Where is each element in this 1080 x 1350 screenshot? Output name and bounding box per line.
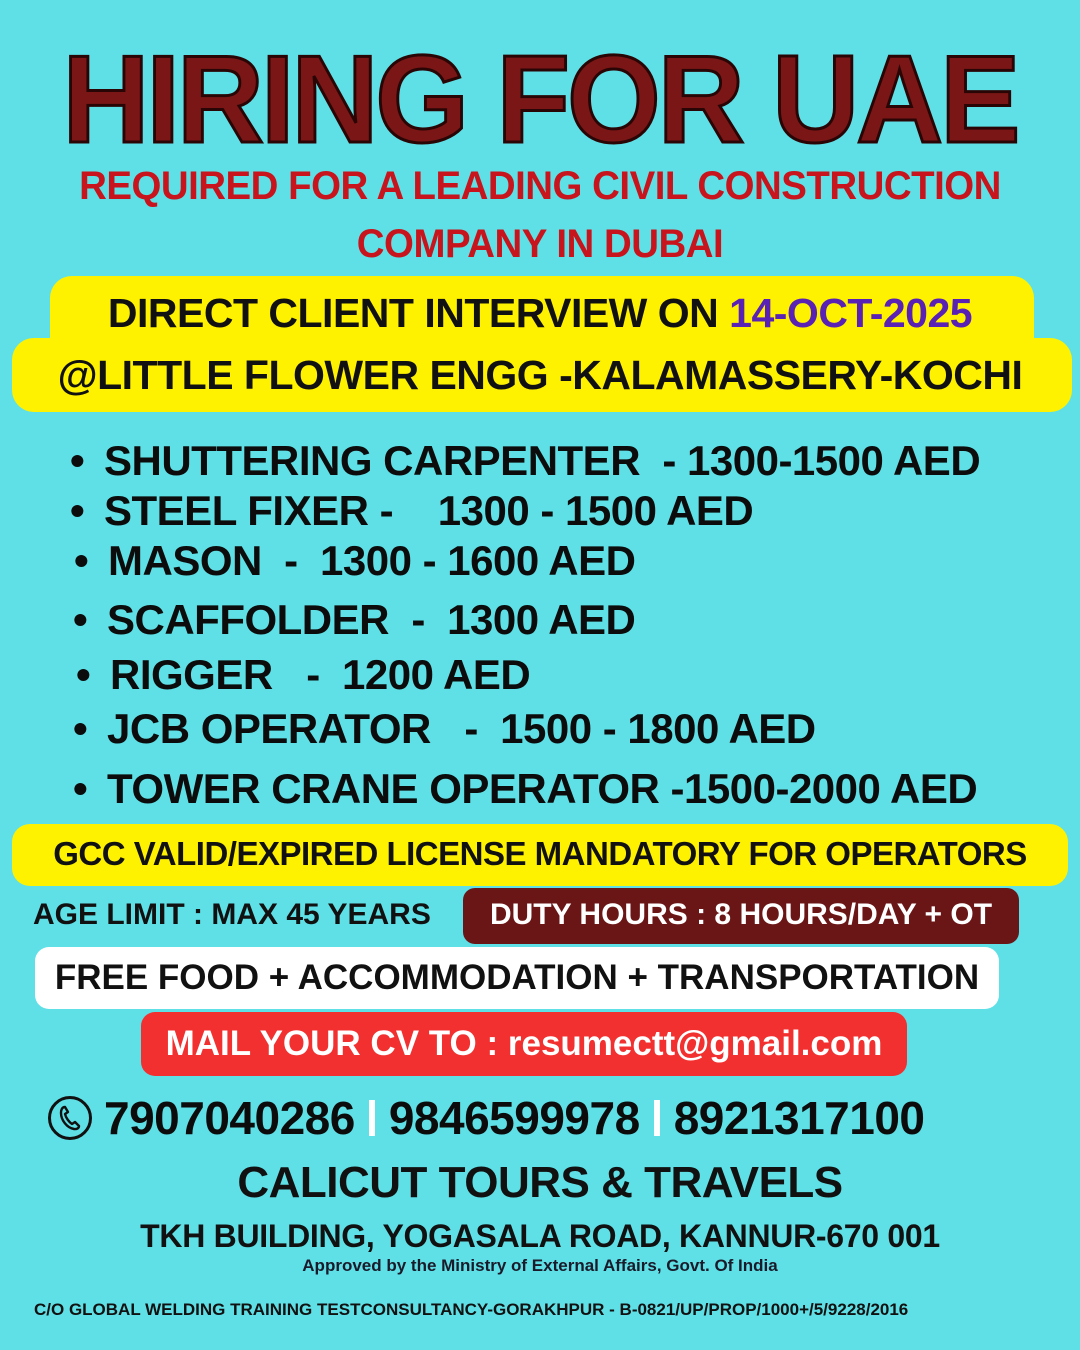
bullet-icon: • bbox=[74, 537, 89, 584]
bullet-icon: • bbox=[73, 705, 88, 752]
job-item: • MASON - 1300 - 1600 AED bbox=[74, 537, 636, 584]
interview-prefix: DIRECT CLIENT INTERVIEW ON bbox=[107, 290, 730, 336]
bullet-icon: • bbox=[73, 765, 88, 812]
separator bbox=[654, 1100, 660, 1136]
page-title: HIRING FOR UAE bbox=[62, 31, 1018, 169]
mail-cv-link[interactable]: MAIL YOUR CV TO : resumectt@gmail.com bbox=[165, 1024, 883, 1063]
approval-note: Approved by the Ministry of External Affairs, Govt. Of India bbox=[302, 1256, 778, 1275]
interview-location: @LITTLE FLOWER ENGG -KALAMASSERY-KOCHI bbox=[57, 352, 1023, 398]
benefits: FREE FOOD + ACCOMMODATION + TRANSPORTATION bbox=[54, 958, 980, 997]
job-item: • JCB OPERATOR - 1500 - 1800 AED bbox=[73, 705, 816, 752]
separator bbox=[369, 1100, 375, 1136]
footer-license-note: C/O GLOBAL WELDING TRAINING TESTCONSULTANCY-GORAKHPUR - B-0821/UP/PROP/1000+/5/9228/2016 bbox=[34, 1300, 909, 1319]
age-limit: AGE LIMIT : MAX 45 YEARS bbox=[33, 898, 431, 931]
interview-date-line bbox=[0, 290, 1080, 337]
subtitle-line-1: REQUIRED FOR A LEADING CIVIL CONSTRUCTION bbox=[79, 164, 1001, 208]
bullet-icon: • bbox=[76, 651, 91, 698]
subtitle-line-2: COMPANY IN DUBAI bbox=[356, 222, 724, 266]
duty-hours: DUTY HOURS : 8 HOURS/DAY + OT bbox=[489, 898, 993, 931]
bullet-icon: • bbox=[70, 487, 85, 534]
bullet-icon: • bbox=[70, 437, 85, 484]
interview-date: 14-OCT-2025 bbox=[729, 290, 973, 336]
company-address: TKH BUILDING, YOGASALA ROAD, KANNUR-670 001 bbox=[140, 1218, 940, 1254]
company-name: CALICUT TOURS & TRAVELS bbox=[237, 1158, 843, 1207]
job-item: • TOWER CRANE OPERATOR -1500-2000 AED bbox=[73, 765, 978, 812]
bullet-icon: • bbox=[73, 596, 88, 643]
job-item: • STEEL FIXER - 1300 - 1500 AED bbox=[70, 487, 754, 534]
job-item: • SHUTTERING CARPENTER - 1300-1500 AED bbox=[70, 437, 981, 484]
license-requirement: GCC VALID/EXPIRED LICENSE MANDATORY FOR OPERATORS bbox=[53, 835, 1027, 872]
phone-number[interactable]: 9846599978 bbox=[388, 1092, 640, 1144]
job-item: • SCAFFOLDER - 1300 AED bbox=[73, 596, 636, 643]
phone-number[interactable]: 8921317100 bbox=[673, 1092, 925, 1144]
job-item: • RIGGER - 1200 AED bbox=[76, 651, 531, 698]
phone-numbers bbox=[48, 1090, 925, 1146]
phone-number[interactable]: 7907040286 bbox=[104, 1092, 355, 1144]
phone-icon bbox=[48, 1096, 92, 1140]
